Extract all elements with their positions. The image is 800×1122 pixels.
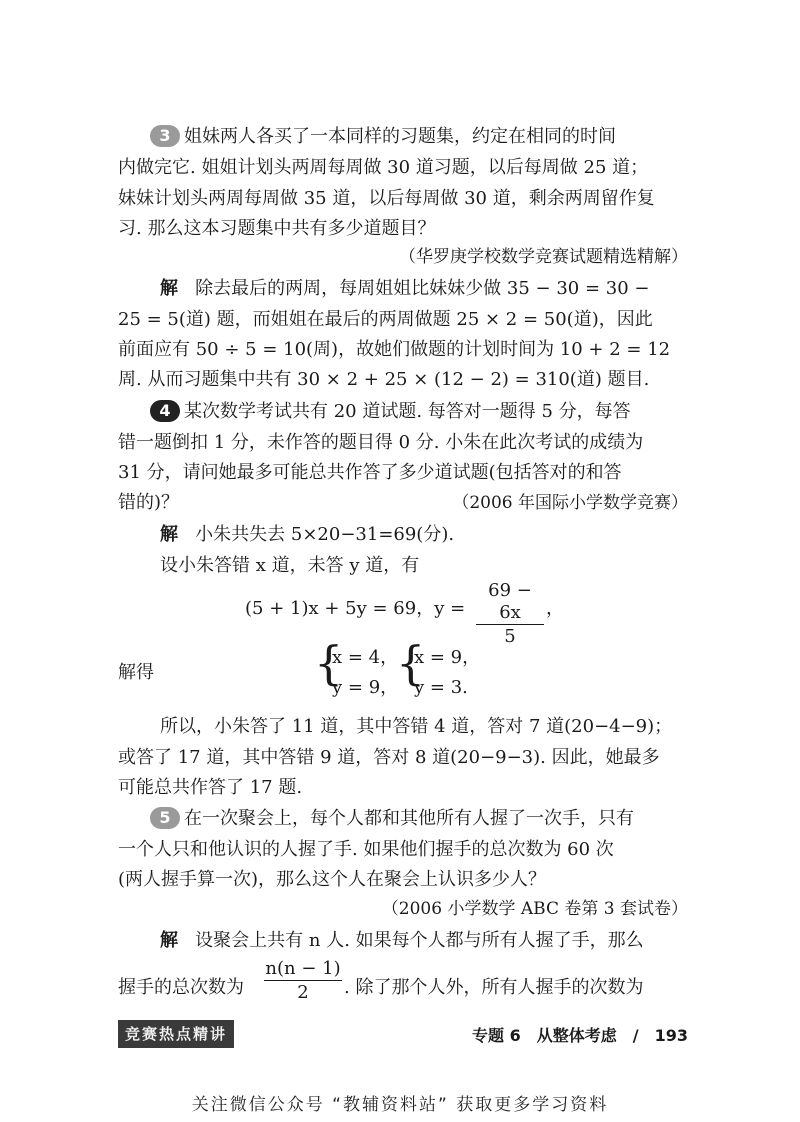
solution-5-line-2-post: . 除了那个人外，所有人握手的次数为 bbox=[344, 977, 644, 998]
left-brace: { bbox=[314, 636, 344, 690]
solution-4-line-1 bbox=[160, 522, 454, 548]
fraction-numerator: 69 − 6x bbox=[488, 580, 532, 623]
system-1-row-1: x = 4， bbox=[332, 647, 399, 668]
equation-left: (5 + 1)x + 5y = 69，y = bbox=[245, 598, 466, 619]
problem-number-badge: 3 bbox=[150, 125, 180, 147]
conclusion-line-2: 或答了 17 道，其中答错 9 道，答对 8 道(20−9−3). 因此，她最多 bbox=[118, 747, 660, 768]
problem-5-line-3: (两人握手算一次)，那么这个人在聚会上认识多少人？ bbox=[118, 869, 547, 890]
problem-text: 在一次聚会上，每个人都和其他所有人握了一次手，只有 bbox=[184, 808, 634, 829]
conclusion-line-3: 可能总共作答了 17 题. bbox=[118, 777, 303, 798]
promo-note: 关注微信公众号 “教辅资料站” 获取更多学习资料 bbox=[191, 1095, 609, 1115]
problem-3-line-4: 习. 那么这本习题集中共有多少道题目？ bbox=[118, 218, 436, 239]
problem-4-line-4: 错的)？ bbox=[118, 492, 180, 513]
section-tag: 竞赛热点精讲 bbox=[118, 1020, 234, 1048]
problem-3-line-3: 妹妹计划头两周每周做 35 道，以后每周做 30 道，剩余两周留作复 bbox=[118, 188, 655, 209]
problem-4-line-3: 31 分，请问她最多可能总共作答了多少道试题(包括答对的和答 bbox=[118, 462, 622, 483]
solution-text: 设聚会上共有 n 人. 如果每个人都与所有人握了手，那么 bbox=[195, 930, 644, 951]
problem-3-source: （华罗庚学校数学竞赛试题精选精解） bbox=[399, 247, 688, 267]
solution-text: 小朱共失去 5×20−31=69(分). bbox=[195, 524, 455, 545]
chapter-page-number: 专题 6 从整体考虑 / 193 bbox=[472, 1026, 688, 1045]
system-2-row-1: x = 9， bbox=[414, 647, 481, 668]
equation-end: ， bbox=[546, 598, 564, 619]
fraction-denominator: 2 bbox=[297, 982, 309, 1003]
problem-4-source: （2006 年国际小学数学竞赛） bbox=[452, 493, 688, 513]
fraction-denominator: 5 bbox=[504, 626, 516, 647]
problem-5-line-1 bbox=[150, 806, 634, 832]
system-1-row-2: y = 9， bbox=[332, 677, 399, 698]
problem-text: 某次数学考试共有 20 道试题. 每答对一题得 5 分，每答 bbox=[184, 401, 631, 422]
problem-5-line-2: 一个人只和他认识的人握了手. 如果他们握手的总次数为 60 次 bbox=[118, 839, 614, 860]
solution-label: 解 bbox=[160, 524, 178, 545]
solution-3-line-1 bbox=[160, 276, 649, 302]
handshake-fraction bbox=[264, 958, 342, 1005]
problem-number-badge: 5 bbox=[150, 807, 180, 829]
solution-3-line-3: 前面应有 50 ÷ 5 = 10(周)，故她们做题的计划时间为 10 + 2 = 12 bbox=[118, 339, 671, 360]
fraction-numerator: n(n − 1) bbox=[265, 958, 341, 979]
problem-3-line-2: 内做完它. 姐姐计划头两周每周做 30 道习题，以后每周做 25 道； bbox=[118, 157, 649, 178]
conclusion-line-1: 所以，小朱答了 11 道，其中答错 4 道，答对 7 道(20−4−9)； bbox=[160, 716, 673, 737]
solution-3-line-2: 25 = 5(道) 题，而姐姐在最后的两周做题 25 × 2 = 50(道)，因此 bbox=[118, 309, 653, 330]
left-brace: { bbox=[396, 636, 426, 690]
problem-3-line-1 bbox=[150, 124, 616, 150]
solution-text: 除去最后的两周，每周姐姐比妹妹少做 35 − 30 = 30 − bbox=[195, 278, 650, 299]
solution-4-line-2: 设小朱答错 x 道，未答 y 道，有 bbox=[160, 555, 420, 576]
solution-5-line-1 bbox=[160, 928, 644, 954]
solution-label: 解 bbox=[160, 930, 178, 951]
solution-5-line-2-pre: 握手的总次数为 bbox=[118, 977, 244, 998]
solve-label: 解得 bbox=[118, 662, 154, 683]
problem-4-line-2: 错一题倒扣 1 分，未作答的题目得 0 分. 小朱在此次考试的成绩为 bbox=[118, 432, 644, 453]
problem-4-line-1 bbox=[150, 399, 631, 425]
equation-fraction bbox=[476, 580, 544, 649]
problem-number-badge: 4 bbox=[150, 400, 180, 422]
solution-label: 解 bbox=[160, 278, 178, 299]
system-2-row-2: y = 3. bbox=[414, 677, 468, 698]
problem-text: 姐妹两人各买了一本同样的习题集，约定在相同的时间 bbox=[184, 126, 616, 147]
solution-3-line-4: 周. 从而习题集中共有 30 × 2 + 25 × (12 − 2) = 310(道) 题目. bbox=[118, 369, 650, 390]
problem-5-source: （2006 小学数学 ABC 卷第 3 套试卷） bbox=[381, 899, 688, 919]
